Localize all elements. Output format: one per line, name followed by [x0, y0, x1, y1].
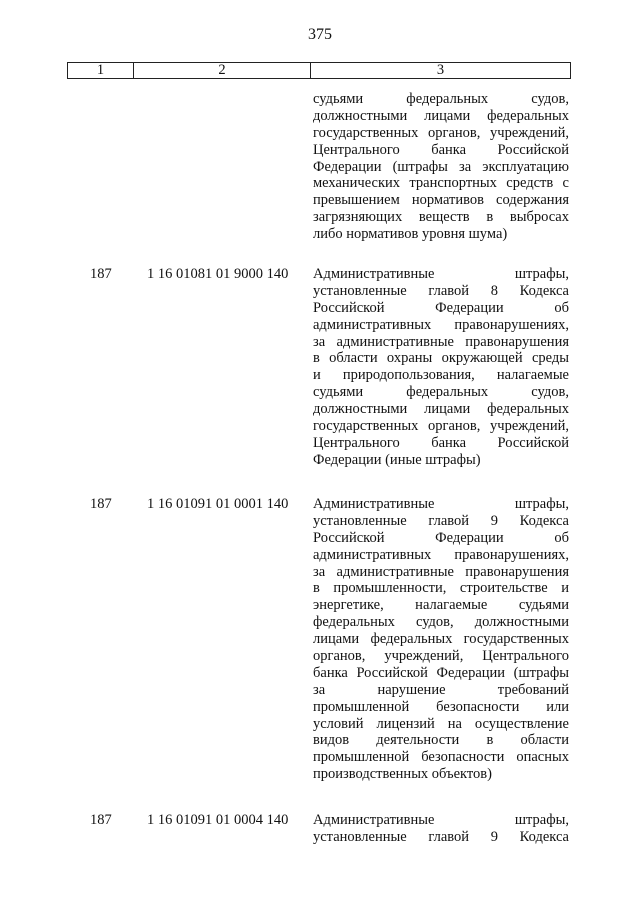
admin-code: 187 [90, 266, 112, 282]
description-line: в области охраны окружающей среды [313, 350, 569, 367]
description-line: установленные главой 8 Кодекса [313, 282, 569, 299]
description-line: Административные штрафы, [313, 812, 569, 828]
description-line: за административные правонарушения [313, 563, 569, 580]
description-line: административных правонарушениях, [313, 316, 569, 333]
description-line: Российской Федерации об [313, 529, 569, 546]
column-header-2: 2 [134, 63, 311, 79]
description-line: федеральных судов, должностными [313, 614, 569, 631]
description-line: банка Российской Федерации (штрафы [313, 664, 569, 681]
description-line: энергетике, налагаемые судьями [313, 597, 569, 614]
column-header-3: 3 [311, 63, 571, 79]
description-line: лицами федеральных государственных [313, 631, 569, 648]
description-line: механических транспортных средств с [313, 175, 569, 192]
description-line: условий лицензий на осуществление [313, 715, 569, 732]
description-line: судьями федеральных судов, [313, 384, 569, 401]
budget-classification-code: 1 16 01081 01 9000 140 [147, 266, 289, 282]
description-line: видов деятельности в области [313, 732, 569, 749]
budget-classification-code: 1 16 01091 01 0001 140 [147, 496, 289, 512]
budget-classification-code: 1 16 01091 01 0004 140 [147, 812, 289, 828]
income-description [313, 496, 569, 783]
description-line: промышленной безопасности опасных [313, 749, 569, 766]
description-line: административных правонарушениях, [313, 546, 569, 563]
description-line: Административные штрафы, [313, 266, 569, 282]
description-line: Федерации (иные штрафы) [313, 451, 481, 468]
description-line: установленные главой 9 Кодекса [313, 512, 569, 529]
description-line: Административные штрафы, [313, 496, 569, 512]
description-line: в промышленности, строительстве и [313, 580, 569, 597]
description-line: промышленной безопасности или [313, 698, 569, 715]
description-line: либо нормативов уровня шума) [313, 226, 508, 243]
description-line: и природопользования, налагаемые [313, 367, 569, 384]
page-number: 375 [308, 26, 332, 43]
description-line: органов, учреждений, Центрального [313, 648, 569, 665]
admin-code: 187 [90, 812, 112, 828]
description-line: Российской Федерации об [313, 299, 569, 316]
income-description [313, 91, 569, 243]
description-line: производственных объектов) [313, 766, 492, 783]
description-line: Центрального банка Российской [313, 141, 569, 158]
description-line: установленные главой 9 Кодекса [313, 828, 569, 845]
description-line: превышением нормативов содержания [313, 192, 569, 209]
description-line: Центрального банка Российской [313, 434, 569, 451]
column-header-1: 1 [68, 63, 134, 79]
income-description [313, 266, 569, 469]
column-header-table [67, 62, 571, 79]
description-line: государственных органов, учреждений, [313, 418, 569, 435]
admin-code: 187 [90, 496, 112, 512]
income-description [313, 812, 569, 846]
description-line: за нарушение требований [313, 681, 569, 698]
description-line: судьями федеральных судов, [313, 91, 569, 107]
description-line: за административные правонарушения [313, 333, 569, 350]
description-line: должностными лицами федеральных [313, 107, 569, 124]
description-line: государственных органов, учреждений, [313, 124, 569, 141]
description-line: загрязняющих веществ в выбросах [313, 209, 569, 226]
description-line: должностными лицами федеральных [313, 401, 569, 418]
description-line: Федерации (штрафы за эксплуатацию [313, 158, 569, 175]
